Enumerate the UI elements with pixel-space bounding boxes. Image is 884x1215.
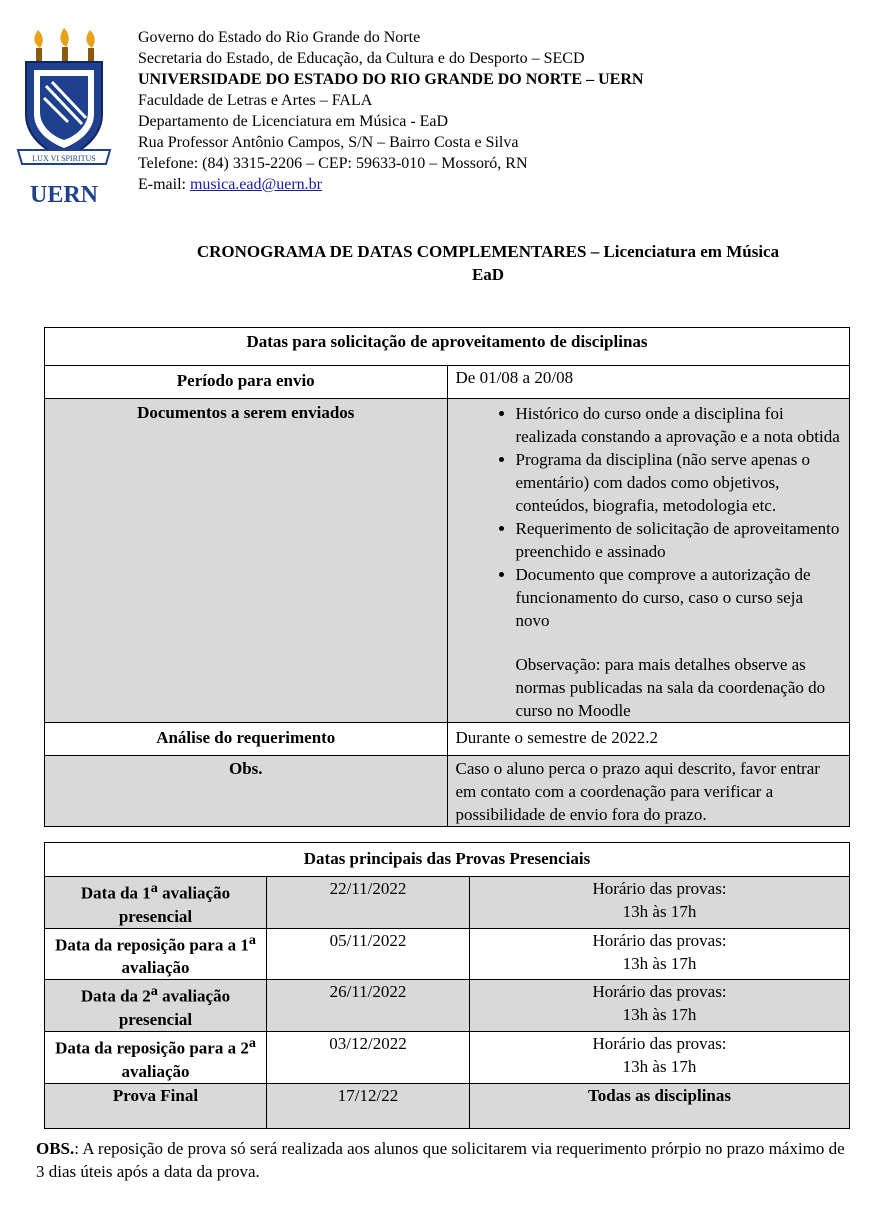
documents-list-cell (447, 399, 850, 723)
time-label: Horário das provas: (592, 982, 727, 1002)
footer-label: OBS. (36, 1139, 75, 1158)
uern-logo (16, 28, 112, 208)
row-label-obs: Obs. (45, 756, 448, 827)
row-label-documentos: Documentos a serem enviados (45, 399, 448, 723)
row-value-obs: Caso o aluno perca o prazo aqui descrito, favor entrar em contato com a coordenação para verificar a possibilidade de envio fora do prazo. (447, 756, 850, 827)
header-line: Secretaria do Estado, de Educação, da Cultura e do Desporto – SECD (138, 50, 585, 67)
list-item: • Histórico do curso onde a disciplina foi realizada constando a aprovação e a nota obtida (516, 402, 842, 448)
exam-label-text: Data da 1 (80, 883, 151, 903)
header-line: Faculdade de Letras e Artes – FALA (138, 92, 373, 109)
table-row (45, 1083, 850, 1128)
final-exam-scope: Todas as disciplinas (470, 1083, 850, 1128)
ordinal-suffix: a (248, 931, 256, 948)
time-label: Horário das provas: (592, 930, 727, 950)
table-row (45, 980, 850, 1032)
exam-time (470, 877, 850, 929)
row-value-analise: Durante o semestre de 2022.2 (447, 723, 850, 756)
exam-label-text: avaliação (121, 1061, 190, 1081)
table-heading: Datas para solicitação de aproveitamento de disciplinas (45, 328, 850, 366)
time-value: 13h às 17h (622, 1056, 697, 1076)
time-value: 13h às 17h (622, 953, 697, 973)
ordinal-suffix: a (150, 983, 158, 1000)
exam-label (45, 928, 267, 980)
list-item: • Requerimento de solicitação de aproveitamento preenchido e assinado (516, 517, 842, 563)
row-value-periodo: De 01/08 a 20/08 (447, 366, 850, 399)
observation-note: Observação: para mais detalhes observe as normas publicadas na sala da coordenação do curso no Moodle (515, 655, 826, 720)
exam-label-text: avaliação presencial (118, 883, 231, 926)
footer-text: : A reposição de prova só será realizada aos alunos que solicitarem via requerimento prórpio no prazo máximo de 3 dias úteis após a data da prova. (36, 1139, 845, 1181)
exam-label-text: Data da reposição para a 2 (55, 1038, 249, 1058)
header-line: Departamento de Licenciatura em Música - EaD (138, 113, 449, 130)
table-heading: Datas principais das Provas Presenciais (45, 843, 850, 877)
title-line-1: CRONOGRAMA DE DATAS COMPLEMENTARES – Licenciatura em Música (196, 242, 780, 261)
exam-label-text: Data da 2 (80, 986, 151, 1006)
title-line-2: EaD (471, 265, 505, 284)
final-exam-date: 17/12/22 (267, 1083, 470, 1128)
exam-label (45, 1031, 267, 1083)
document-title (100, 240, 876, 286)
exam-date: 03/12/2022 (267, 1031, 470, 1083)
list-item: • Programa da disciplina (não serve apenas o ementário) com dados como objetivos, conteúdos, biografia, metodologia etc. (516, 448, 842, 517)
time-label: Horário das provas: (592, 879, 727, 898)
exam-time (470, 928, 850, 980)
provas-table (44, 842, 850, 1129)
exam-label (45, 980, 267, 1032)
header-phone: Telefone: (84) 3315-2206 – CEP: 59633-010 – Mossoró, RN (138, 155, 528, 172)
logo-motto: LUX VI SPIRITUS (32, 154, 96, 163)
email-label: E-mail: (138, 176, 190, 193)
row-label-periodo: Período para envio (45, 366, 448, 399)
exam-label-text: Data da reposição para a 1 (55, 935, 249, 955)
exam-time (470, 1031, 850, 1083)
ordinal-suffix: a (248, 1034, 256, 1051)
exam-date: 05/11/2022 (267, 928, 470, 980)
row-label-analise: Análise do requerimento (45, 723, 448, 756)
uern-coat-of-arms-icon (16, 28, 112, 208)
university-name: UNIVERSIDADE DO ESTADO DO RIO GRANDE DO NORTE – UERN (138, 71, 644, 88)
exam-date: 22/11/2022 (267, 877, 470, 929)
documents-list (456, 402, 842, 632)
exam-label-text: avaliação (121, 958, 190, 978)
header-line: Governo do Estado do Rio Grande do Norte (138, 29, 421, 46)
list-item: • Documento que comprove a autorização de funcionamento do curso, caso o curso seja novo (516, 563, 842, 632)
header-email-line (138, 174, 643, 195)
aproveitamento-table (44, 327, 850, 827)
exam-label (45, 877, 267, 929)
time-value: 13h às 17h (622, 1005, 697, 1025)
final-exam-label: Prova Final (45, 1083, 267, 1128)
ordinal-suffix: a (150, 880, 158, 896)
svg-text:UERN: UERN (29, 182, 99, 208)
header-address: Rua Professor Antônio Campos, S/N – Bairro Costa e Silva (138, 134, 519, 151)
time-label: Horário das provas: (592, 1033, 727, 1053)
footer-note (36, 1137, 856, 1183)
exam-time (470, 980, 850, 1032)
exam-label-text: avaliação presencial (118, 986, 231, 1029)
table-row (45, 1031, 850, 1083)
institution-header (138, 27, 643, 195)
table-row (45, 877, 850, 929)
table-row (45, 928, 850, 980)
time-value: 13h às 17h (622, 902, 697, 921)
exam-date: 26/11/2022 (267, 980, 470, 1032)
email-link[interactable]: musica.ead@uern.br (189, 176, 322, 193)
